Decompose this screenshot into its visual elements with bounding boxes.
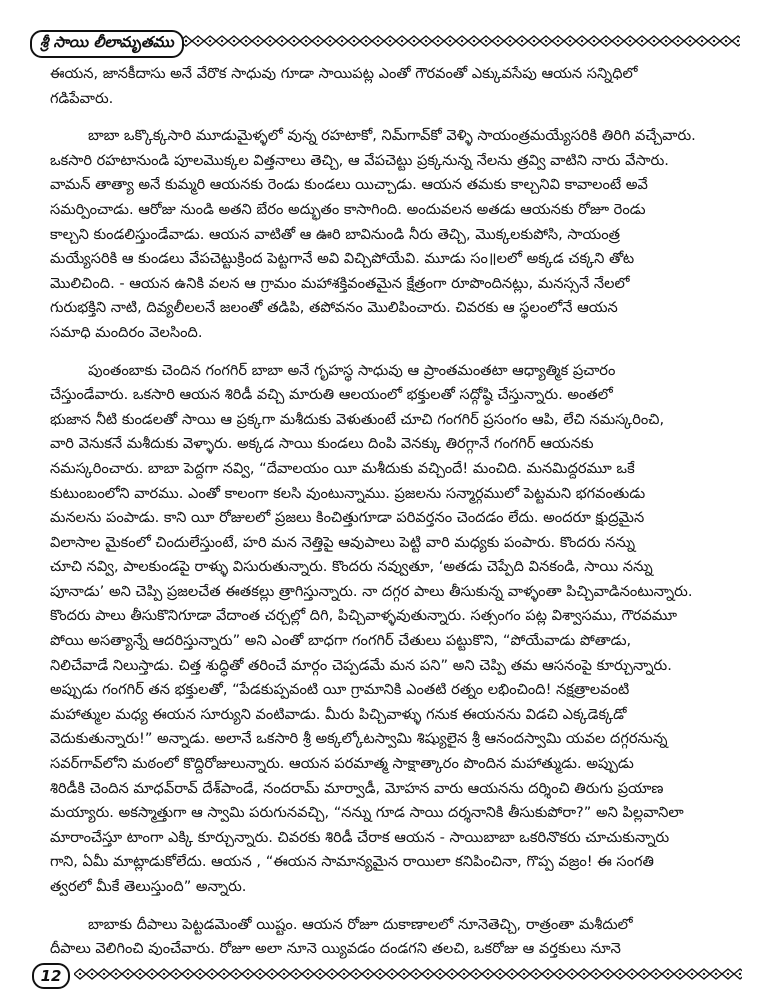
chain-ornament-icon (74, 967, 742, 981)
text-line: సవర్‌గావ్‌లోని మఠంలో కొద్దిరోజులున్నారు. ఆయన పరమాత్మ సాక్షాత్కారం పొందిన మహాత్ముడు. అప్పుడు (50, 755, 634, 773)
text-line: పుంతంబాకు చెందిన గంగగిర్ బాబా అనే గృహస్థ సాధువు ఆ ప్రాంతమంతటా ఆధ్యాత్మిక ప్రచారం (88, 361, 616, 379)
main-body-text (50, 62, 740, 975)
text-line: పోయి అసత్యాన్నే ఆదరిస్తున్నారు” అని ఎంతో బాధగా గంగగిర్ చేతులు పట్టుకొని, “పోయేవాడు పోతాడు, (50, 632, 632, 650)
text-line: సమర్పించాడు. ఆరోజు నుండి అతని బేరం అద్భుతం కాసాగింది. అందువలన అతడు ఆయనకు రోజూ రెండు (50, 200, 646, 218)
text-line: వారి వెనుకనే మశీదుకు వెళ్ళారు. అక్కడ సాయి కుండలు దింపి వెనక్కు తిరగ్గానే గంగగిర్ ఆయనకు (50, 435, 594, 453)
text-line: సమాధి మందిరం వెలసింది. (50, 323, 203, 341)
text-line: నమస్కరించారు. బాబా పెద్దగా నవ్వి, “దేవాలయం యీ మశీదుకు వచ్చిందే! మంచిది. మనమిద్దరమూ ఒకే (50, 459, 635, 477)
text-line: మనలను పంపాడు. కాని యీ రోజులలో ప్రజలు కించిత్తుగూడా పరివర్తనం చెందడం లేదు. అందరూ క్షుద్రమైన (50, 509, 645, 527)
text-line: నిలిచేవాడే నిలుస్తాడు. చిత్త శుద్ధితో తరించే మార్గం చెప్పడమే మన పని” అని చెప్పి తమ ఆసనంపై కూర్చున్నారు. (50, 656, 672, 674)
text-line: వామన్ తాత్యా అనే కుమ్మరి ఆయనకు రెండు కుండలు యిచ్చాడు. ఆయన తమకు కాల్చనివి కావాలంటే అవే (50, 176, 648, 194)
text-line: గాని, ఏమీ మాట్లాడుకోలేదు. ఆయన , “ఈయన సామాన్యమైన రాయిలా కనిపించినా, గొప్ప వజ్రం! ఈ సంగతి (50, 853, 654, 871)
text-line: కుటుంబంలోని వారము. ఎంతో కాలంగా కలసి వుంటున్నాము. ప్రజలను సన్మార్గములో పెట్టమని భగవంతుడు (50, 484, 646, 502)
text-line: మయ్యేసరికి ఆ కుండలు వేపచెట్టుక్రింద పెట్టగానే అవి విచ్చిపోయేవి. మూడు సం॥లలో అక్కడ చక్కని తోట (50, 250, 635, 268)
text-line: ఈయన, జానకీదాసు అనే వేరొక సాధువు గూడా సాయిపట్ల ఎంతో గౌరవంతో ఎక్కువసేపు ఆయన సన్నిధిలో (50, 65, 638, 82)
text-line: గురుభక్తిని నాటి, దివ్యలీలలనే జలంతో తడిపి, తపోవనం మొలిపించారు. చివరకు ఆ స్థలంలోనే ఆయన (50, 299, 618, 317)
paragraph (50, 359, 740, 900)
text-line: వెదుకుతున్నారు!” అన్నాడు. అలానే ఒకసారి శ్రీ అక్కల్కోటస్వామి శిష్యులైన శ్రీ ఆనందస్వామి యవల దగ్గరనున్న (50, 730, 668, 748)
text-line: భుజాన నీటి కుండలతో సాయి ఆ ప్రక్కగా మశీదుకు వెళుతుంటే చూచి గంగగిర్ ప్రసంగం ఆపి, లేచి నమస్కరించి, (50, 410, 665, 428)
text-line: త్వరలో మీకే తెలుస్తుంది” అన్నారు. (50, 878, 247, 895)
paragraph (50, 124, 740, 345)
text-line: చూచి నవ్వి, పాలకుండపై రాళ్ళు విసురుతున్నారు. కొందరు నవ్వుతూ, ‘అతడు చెప్పేది వినకండి, సాయి నన్ను (50, 558, 653, 576)
footer-ornament-border (74, 967, 742, 981)
text-line: పూనాడు’ అని చెప్పి ప్రజలచేత ఈతకల్లు త్రాగిస్తున్నారు. నా దగ్గర పాలు తీసుకున్న వాళ్ళంతా పిచ్చివాడినంటున్నారు. (50, 582, 693, 600)
header-ornament-border (180, 34, 740, 48)
text-line: మహాత్ముల మధ్య ఈయన సూర్యుని వంటివాడు. మీరు పిచ్చివాళ్ళు గనుక ఈయనను విడచి ఎక్కడెక్కడో (50, 705, 627, 723)
paragraph (50, 913, 740, 962)
text-line: కొందరు పాలు తీసుకొనిగూడా వేదాంత చర్చల్లో దిగి, పిచ్చివాళ్ళవుతున్నారు. సత్సంగం పట్ల విశ్వాసము, గౌరవమూ (50, 607, 677, 625)
text-line: అప్పుడు గంగగిర్ తన భక్తులతో, “పేడకుప్పవంటి యీ గ్రామానికి ఎంతటి రత్నం లభించింది! నక్షత్రాలవంటి (50, 681, 630, 699)
chain-ornament-icon (180, 34, 740, 48)
text-line: ఒకసారి రహటానుండి పూలమొక్కల విత్తనాలు తెచ్చి, ఆ వేపచెట్టు ప్రక్కనున్న నేలను త్రవ్వి వాటిని నారు వేసారు. (50, 151, 669, 169)
book-title: శ్రీ సాయి లీలామృతము (30, 30, 184, 58)
text-line: గడిపేవారు. (50, 89, 114, 107)
text-line: మయ్యారు. అకస్మాత్తుగా ఆ స్వామి పరుగునవచ్చి, “నన్ను గూడ సాయి దర్శనానికి తీసుకుపోరా?” అని పిల్లవానిలా (50, 804, 684, 822)
text-line: బాబా ఒక్కొక్కసారి మూడుమైళ్ళలో వున్న రహటాకో, నిమ్‌గావ్‌కో వెళ్ళి సాయంత్రమయ్యేసరికి తిరిగి వచ్చేవారు. (88, 127, 696, 145)
page-footer (32, 963, 744, 989)
page-number: 12 (32, 963, 70, 989)
text-line: మొలిచింది. - ఆయన ఉనికి వలన ఆ గ్రామం మహాశక్తివంతమైన క్షేత్రంగా రూపొందినట్లు, మనస్సనే నేలలో (50, 274, 630, 292)
text-line: మారాంచేస్తూ టాంగా ఎక్కి కూర్చున్నారు. చివరకు శిరిడీ చేరాక ఆయన - సాయిబాబా ఒకరినొకరు చూచుకున్నారు (50, 828, 670, 846)
paragraph (50, 62, 740, 111)
text-line: చేస్తుండేవారు. ఒకసారి ఆయన శిరిడీ వచ్చి మారుతి ఆలయంలో భక్తులతో సద్గోష్ఠి చేస్తున్నారు. అంతలో (50, 386, 613, 404)
text-line: దీపాలు వెలిగించి వుంచేవారు. రోజూ అలా నూనె య్యివడం దండగని తలచి, ఒకరోజు ఆ వర్తకులు నూనె (50, 940, 621, 958)
text-line: శిరిడీకి చెందిన మాధవ్‌రావ్ దేశ్‌పాండే, నందరామ్ మార్వాడీ, మోహన వారు ఆయనను దర్శించి తిరుగు ప్రయాణ (50, 779, 664, 797)
text-line: విలాసాల మైకంలో చిందులేస్తుంటే, హరి మన నెత్తిపై ఆవుపాలు పెట్టి వారి మధ్యకు పంపారు. కొందరు నన్ను (50, 533, 636, 551)
text-line: బాబాకు దీపాలు పెట్టడమెంతో యిష్టం. ఆయన రోజూ దుకాణాలలో నూనెతెచ్చి, రాత్రంతా మశీదులో (88, 915, 633, 933)
text-line: కాల్చని కుండలిస్తుండేవాడు. ఆయన వాటితో ఆ ఊరి బావినుండి నీరు తెచ్చి, మొక్కలకుపోసి, సాయంత్ర (50, 225, 620, 243)
page-header (30, 30, 742, 58)
